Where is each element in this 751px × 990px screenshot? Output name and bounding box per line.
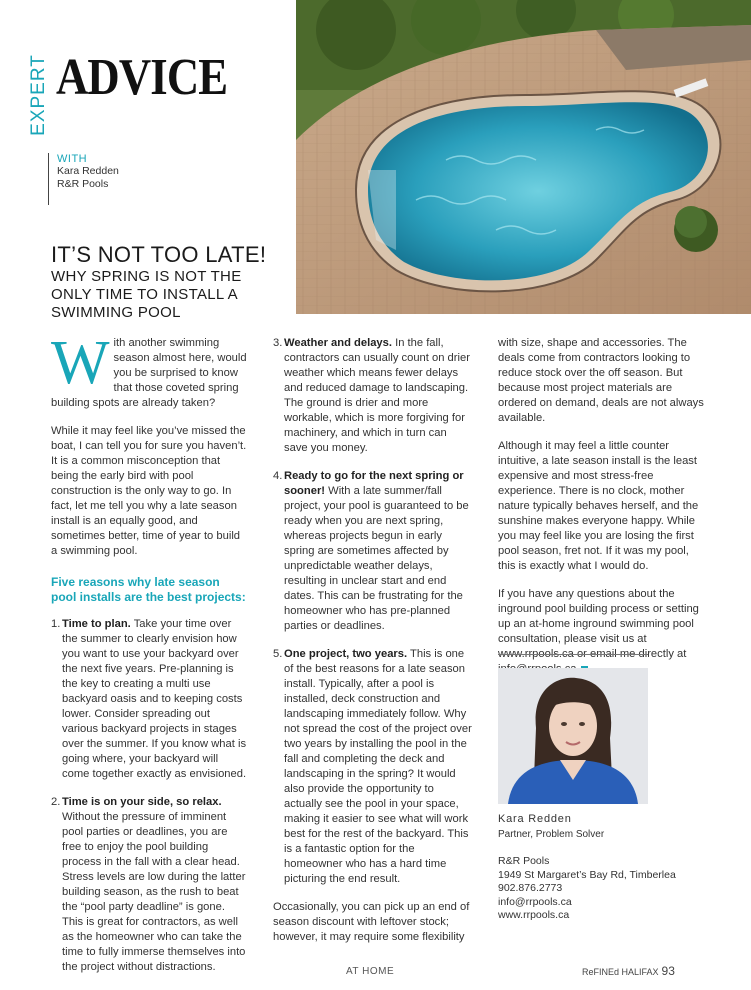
contact-address: 1949 St Margaret’s Bay Rd, Timberlea: [498, 868, 676, 881]
byline-with: WITH: [57, 153, 88, 165]
paragraph-although: Although it may feel a little counter intuitive, a late season install is the least expensive and most stress-free experience. There is no clock, mother nature typically behaves herself, and the sunshine makes everyone happy. While you may feel like you are losing the first pool season, fret not. If it was my pool, this is exactly what I would do.: [498, 440, 699, 572]
reason-text: Without the pressure of imminent pool parties or deadlines, you are free to enjoy the pool building process in the fall with a clear head. Stress levels are low during the latter building season, as the rush to beat the “pool party deadline” is gone. This is great for contractors, as well as the homeowner who can take the time to fully immerse themselves into the project without distractions.: [62, 811, 246, 973]
column-3: [498, 336, 706, 690]
expert-label: EXPERT: [28, 54, 49, 136]
questions-text: If you have any questions about the inground pool building process or setting up an at-home inground swimming pool consultation, please visit us at www.rrpools.ca or email me directly at: [498, 588, 699, 660]
portrait-illustration: [498, 668, 648, 804]
paragraph-questions: [498, 587, 706, 677]
paragraph-continued: with size, shape and accessories. The deals come from contractors looking to reduce stock over the off season. But because most project materials are ordered on demand, deals are not always available.: [498, 337, 704, 424]
byline-company: R&R Pools: [57, 178, 109, 190]
contact-company: R&R Pools: [498, 855, 550, 867]
article-title: IT’S NOT TOO LATE!: [51, 242, 267, 267]
column-1: [51, 329, 247, 988]
reason-number: 5.: [273, 648, 283, 660]
reason-text: Take your time over the summer to clearly envision how you want to use your backyard over the next five years. Pre-planning is the key to creating a multi use backyard oasis and to keeping costs lower. Consider spreading out various backyard projects in stages over the summer. If you know what is going where, your backyard will come together exactly as envisioned.: [62, 618, 247, 780]
pool-photo: [296, 0, 751, 314]
reason-4: [273, 469, 473, 634]
pool-illustration: [296, 0, 751, 314]
reason-lead: Weather and delays.: [284, 337, 392, 349]
column-2: [273, 336, 473, 958]
reasons-heading: Five reasons why late season pool installs are the best projects:: [51, 575, 246, 604]
reason-text: With a late summer/fall project, your pool is guaranteed to be ready when you are next spring, whereas projects begun in early spring are sometimes affected by unpredictable weather delays, resulting in unclear start and end dates. This can be frustrating for the homeowner who has pre-planned parties or deadlines.: [284, 485, 469, 632]
reason-2: [51, 795, 247, 975]
byline: [48, 153, 119, 205]
byline-name: Kara Redden: [57, 165, 119, 177]
page-number: 93: [661, 964, 675, 978]
article-subtitle: WHY SPRING IS NOT THE ONLY TIME TO INSTALL A SWIMMING POOL: [51, 268, 242, 321]
reason-number: 3.: [273, 337, 283, 349]
advice-heading: ADVICE: [56, 49, 228, 106]
divider: [498, 654, 648, 655]
footer-magazine: ReFINEd HALIFAX: [582, 967, 659, 977]
intro-paragraph: [51, 329, 247, 411]
profile-name: Kara Redden: [498, 813, 572, 825]
reason-text: This is one of the best reasons for a late season install. Typically, after a pool is installed, deck construction and landscaping immediately follow. Why not spread the cost of the project over two years by installing the pool in the fall and completing the deck and landscaping in the spring? It would also provide the opportunity to actually see the pool in your space, making it easier to see what will work best for the rest of the backyard. This is a fantastic option for the homeowner who has a hard time picturing the end result.: [284, 648, 472, 885]
reason-lead: Time to plan.: [62, 618, 131, 630]
reason-1: [51, 617, 247, 782]
reason-number: 4.: [273, 470, 283, 482]
reason-text: In the fall, contractors can usually count on drier weather which means fewer delays and reduced damage to landscaping. The ground is drier and more workable, which is more forgiving for machinery, and which in turn can save you money.: [284, 337, 470, 454]
reason-3: [273, 336, 473, 456]
contact-block: [498, 855, 676, 923]
reason-5: [273, 647, 473, 887]
reason-lead: Time is on your side, so relax.: [62, 796, 222, 808]
intro-text: ith another swimming season almost here, would you be surprised to know that those coveted spring building spots are already taken?: [51, 337, 247, 409]
footer-section: AT HOME: [346, 966, 395, 977]
profile-role: Partner, Problem Solver: [498, 829, 605, 840]
paragraph-occasionally: Occasionally, you can pick up an end of season discount with leftover stock; however, it may require some flexibility: [273, 901, 470, 943]
contact-phone: 902.876.2773: [498, 882, 563, 895]
reason-number: 1.: [51, 618, 61, 630]
paragraph-2: While it may feel like you’ve missed the boat, I can tell you for sure you haven’t. It is a common misconception that being the early bird with pool construction is the only way to go. In fact, let me tell you why a late season install is an equally good, and sometimes better, time of year to build a swimming pool.: [51, 425, 247, 557]
author-portrait: [498, 668, 648, 804]
reason-number: 2.: [51, 796, 61, 808]
contact-email-link[interactable]: info@rrpools.ca: [498, 895, 572, 908]
contact-web-link[interactable]: www.rrpools.ca: [498, 909, 570, 922]
drop-cap: W: [51, 329, 110, 397]
reason-lead: Ready to go for the next spring or sooner!: [284, 470, 464, 497]
footer-page-info: [582, 964, 675, 978]
reason-lead: One project, two years.: [284, 648, 408, 660]
